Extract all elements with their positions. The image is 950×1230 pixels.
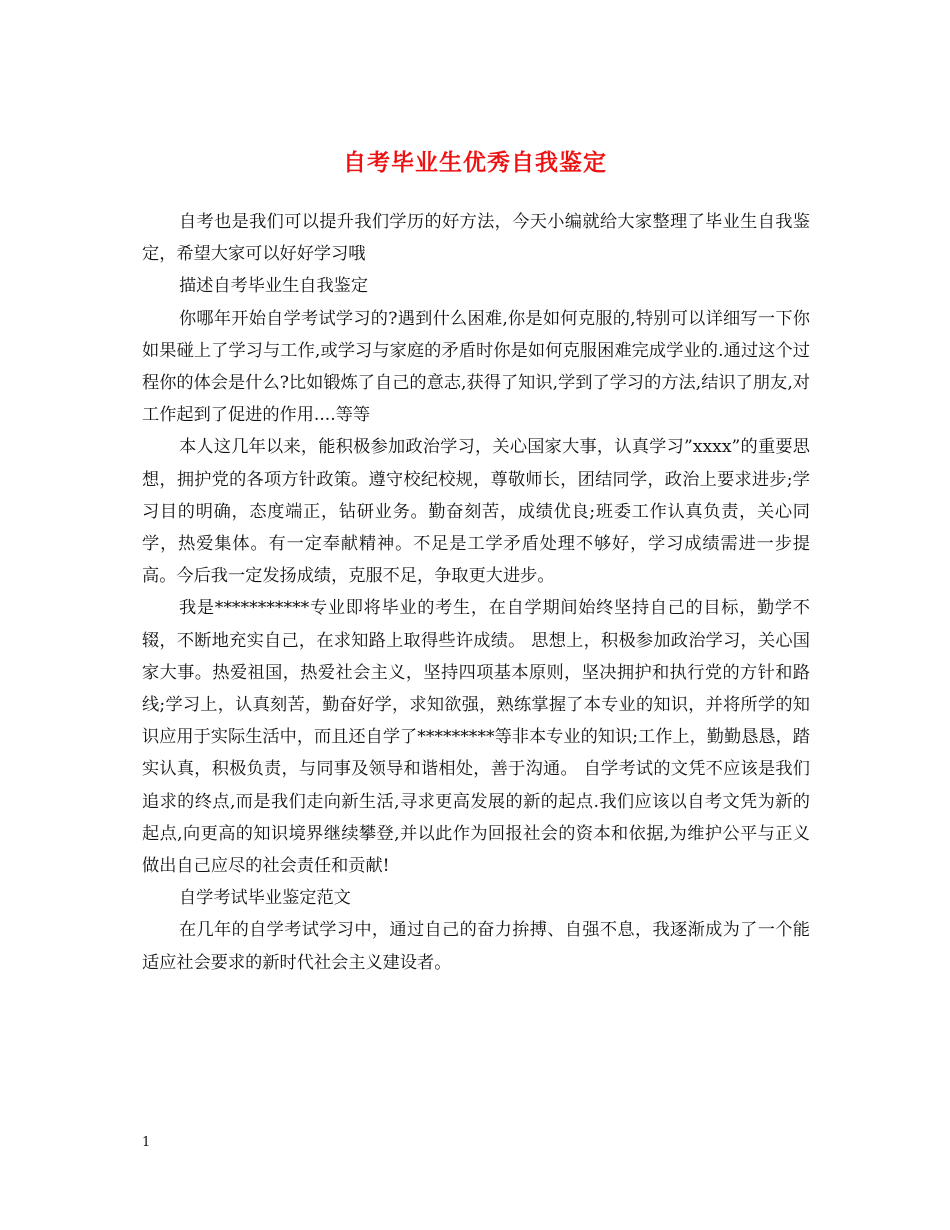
paragraph-heading-sample: 自学考试毕业鉴定范文: [178, 888, 351, 909]
paragraph-heading-description: 描述自考毕业生自我鉴定: [178, 276, 369, 297]
document-title: 自考毕业生优秀自我鉴定: [343, 149, 607, 177]
paragraph-sample-start: 在几年的自学考试学习中，通过自己的奋力拚搏、自强不息，我逐渐成为了一个能适应社会要求的新时代社会主义建设者。: [142, 920, 810, 973]
paragraph-self-assessment-1: 本人这几年以来，能积极参加政治学习，关心国家大事，认真学习”xxxx”的重要思想，拥护党的各项方针政策。遵守校纪校规，尊敬师长，团结同学，政治上要求进步;学习目的明确，态度端正，钻研业务。勤奋刻苦，成绩优良;班委工作认真负责，关心同学，热爱集体。有一定奉献精神。不足是工学矛盾处理不够好，学习成绩需进一步提高。今后我一定发扬成绩，克服不足，争取更大进步。: [142, 437, 810, 587]
document-body: [142, 206, 810, 979]
paragraph-guidance: 你哪年开始自学考试学习的?遇到什么困难,你是如何克服的,特别可以详细写一下你如果碰上了学习与工作,或学习与家庭的矛盾时你是如何克服困难完成学业的.通过这个过程你的体会是什么?比如锻炼了自己的意志,获得了知识,学到了学习的方法,结识了朋友,对工作起到了促进的作用....等等: [142, 308, 810, 426]
paragraph-intro: 自考也是我们可以提升我们学历的好方法，今天小编就给大家整理了毕业生自我鉴定，希望大家可以好好学习哦: [142, 212, 810, 265]
page-number: 1: [142, 1135, 151, 1150]
paragraph-self-assessment-2: 我是***********专业即将毕业的考生，在自学期间始终坚持自己的目标，勤学不辍，不断地充实自己，在求知路上取得些许成绩。 思想上，积极参加政治学习，关心国家大事。热爱祖国，热爱社会主义，坚持四项基本原则，坚决拥护和执行党的方针和路线;学习上，认真刻苦，勤奋好学，求知欲强，熟练掌握了本专业的知识，并将所学的知识应用于实际生活中，而且还自学了*********等非本专业的知识;工作上，勤勤恳恳，踏实认真，积极负责，与同事及领导和谐相处，善于沟通。 自学考试的文凭不应该是我们追求的终点,而是我们走向新生活,寻求更高发展的新的起点.我们应该以自考文凭为新的起点,向更高的知识境界继续攀登,并以此作为回报社会的资本和依据,为维护公平与正义做出自己应尽的社会责任和贡献!: [142, 598, 810, 877]
